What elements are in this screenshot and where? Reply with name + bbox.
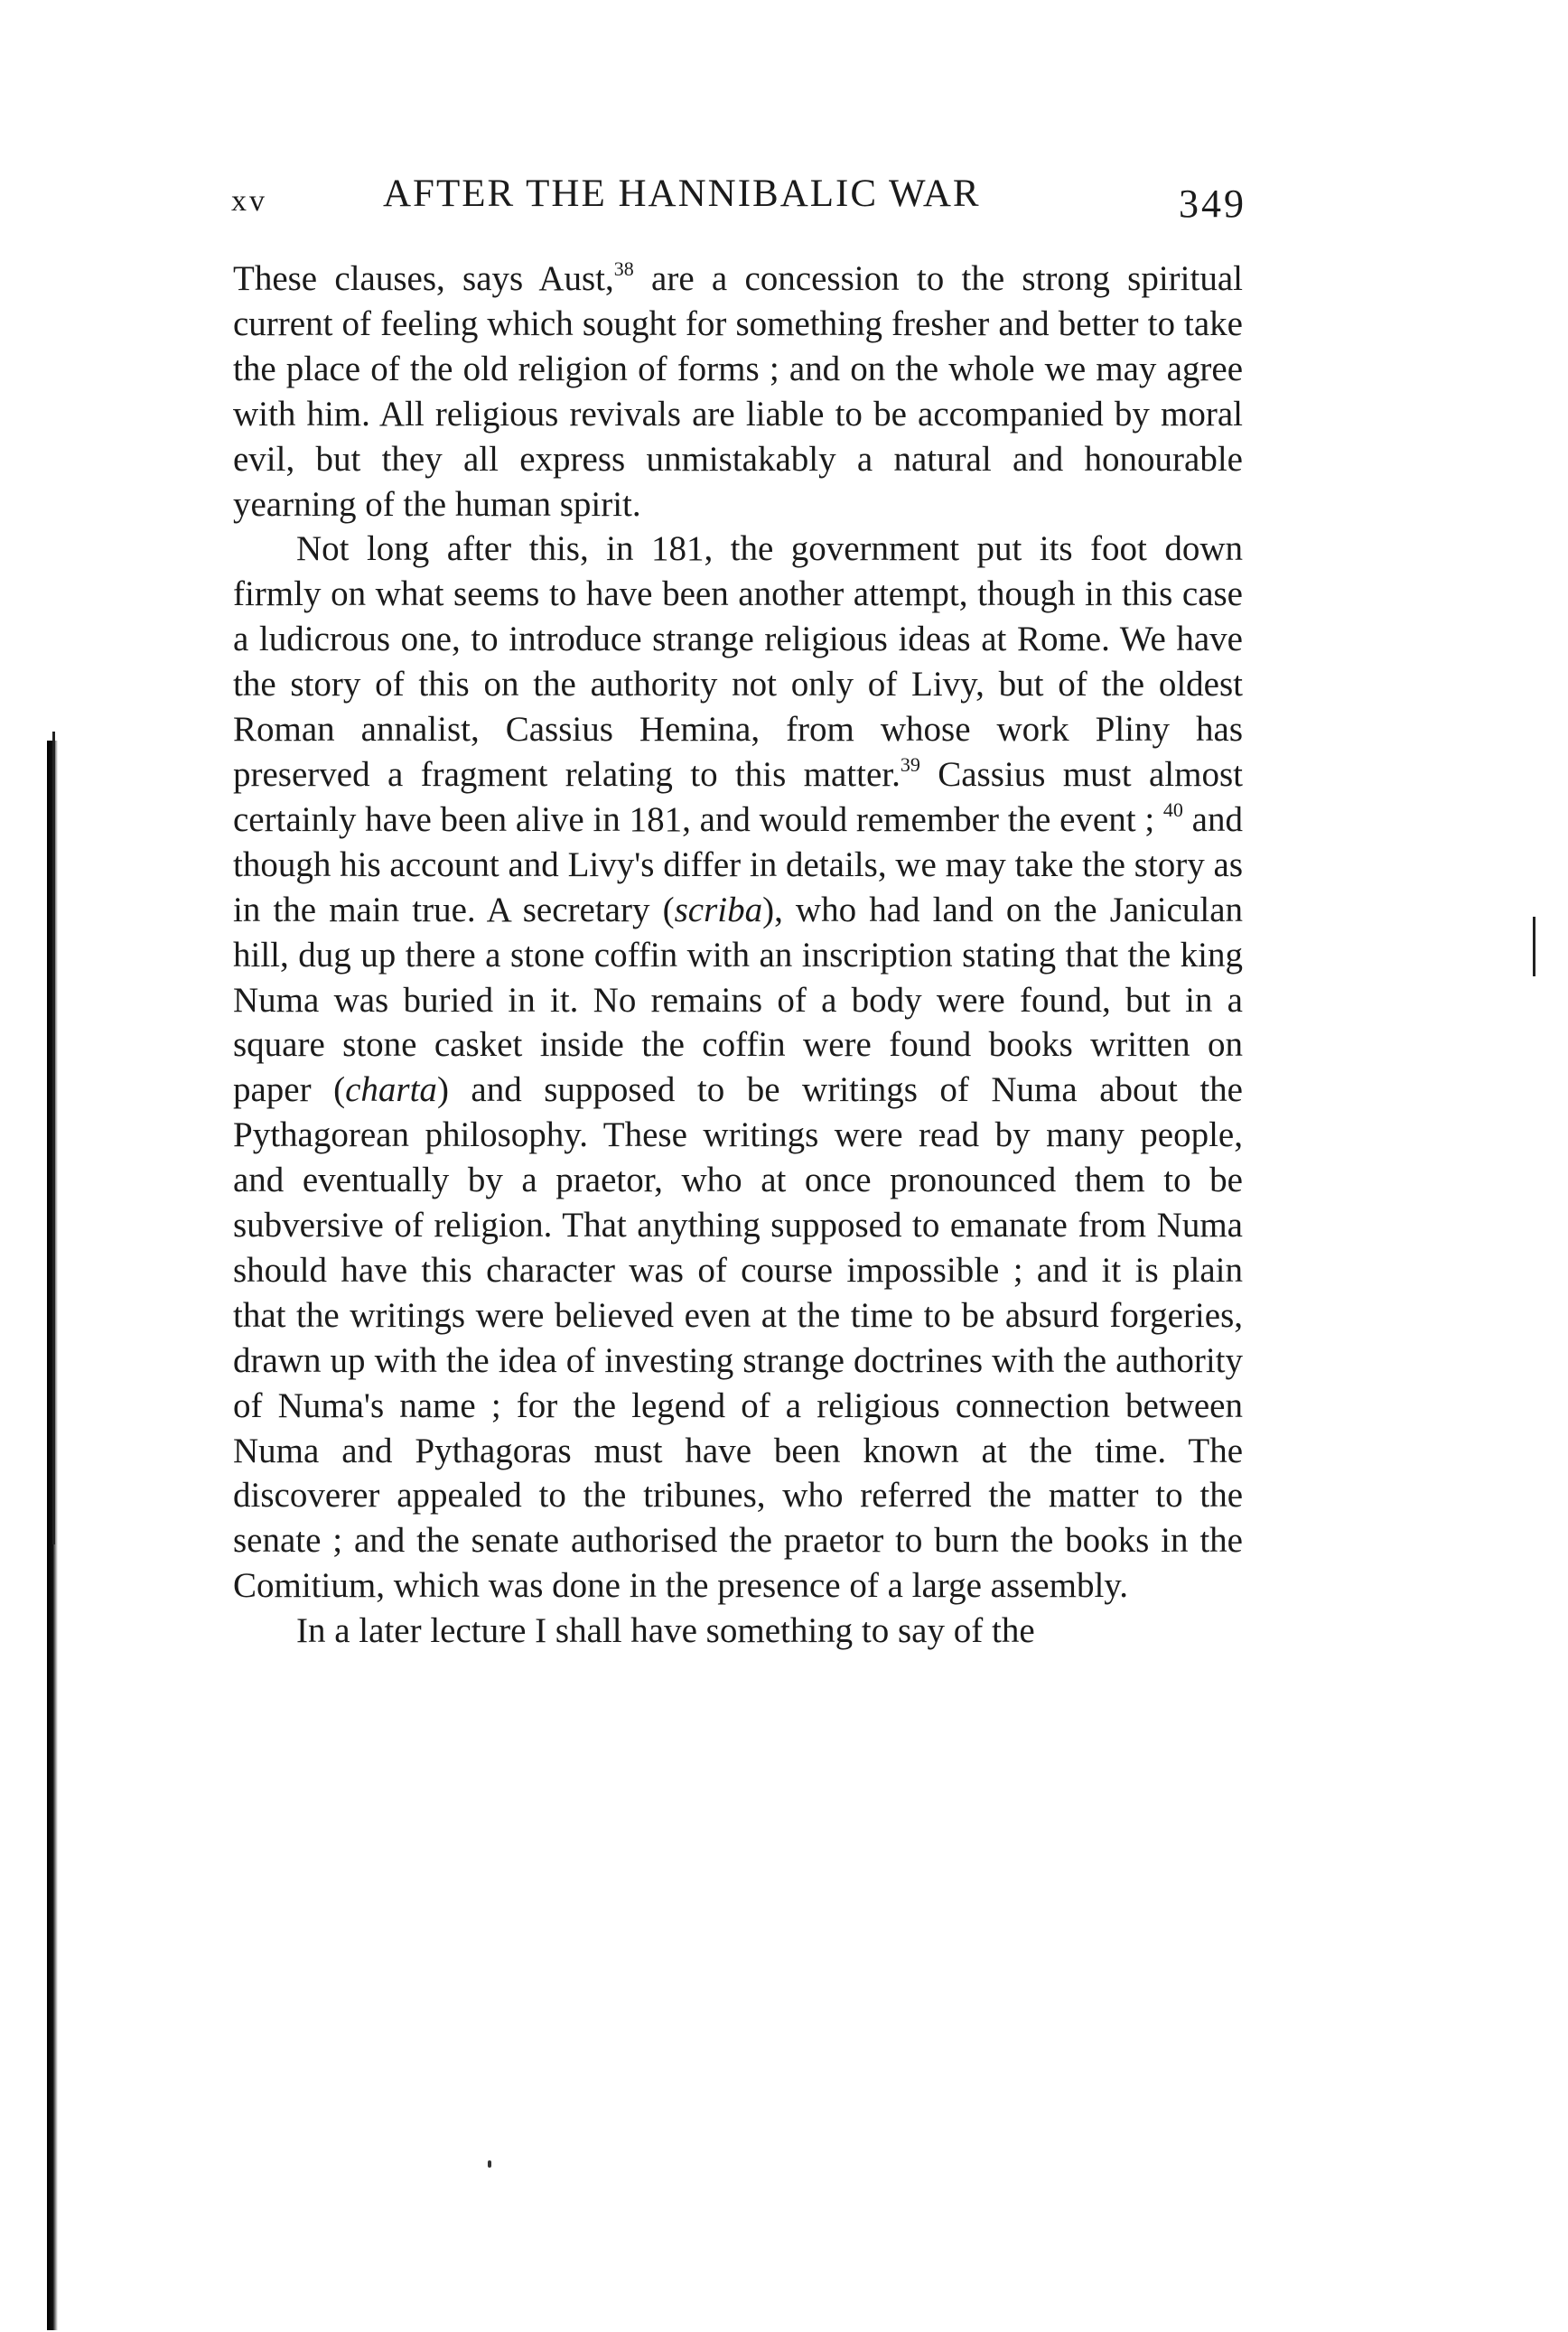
paragraph bbox=[233, 257, 1243, 527]
latin-term: scriba bbox=[674, 890, 763, 929]
text-span: ), who had land on the Janiculan hill, dug up there a stone coffin with an inscription stating that the king Numa was buried in it. No remains of a body were found, but in a square stone casket inside the coffin were found books written on paper ( bbox=[233, 890, 1244, 1110]
page-number: 349 bbox=[1179, 182, 1246, 226]
chapter-number: xv bbox=[231, 184, 267, 218]
footnote-ref: 38 bbox=[613, 257, 634, 280]
footnote-ref: 39 bbox=[900, 752, 920, 776]
text-span: Cassius must almost certainly have been alive in 181, and would remember the event ; bbox=[233, 754, 1243, 839]
text-span: These clauses, says Aust, bbox=[233, 259, 614, 298]
paragraph bbox=[233, 1609, 1243, 1654]
binding-edge-line bbox=[52, 732, 55, 1544]
latin-term: charta bbox=[345, 1070, 437, 1110]
text-span: are a concession to the strong spiritual current of feeling which sought for something fresher and better to take the place of the old religion of forms ; and on the whole we may agree with him. All religious revivals are liable to be accompanied by moral evil, but they all express unmistakably a natural and honourable yearning of the human spirit. bbox=[233, 259, 1243, 524]
scan-speck bbox=[488, 2160, 491, 2168]
text-span: ) and supposed to be writings of Numa about the Pythagorean philosophy. These writings were read by many people, and eventually by a praetor, who at once pronounced them to be subversive of religion. That anything supposed to emanate from Numa should have this character was of course impossible ; and it is plain that the writings were believed even at the time to be absurd forgeries, drawn up with the idea of investing strange doctrines with the authority of Numa's name ; for the legend of a religious connection between Numa and Pythagoras must have been known at the time. The discoverer appealed to the tribunes, who referred the matter to the senate ; and the senate authorised the praetor to burn the books in the Comitium, which was done in the presence of a large assembly. bbox=[233, 1070, 1243, 1606]
text-span: and though his account and Livy's differ in details, we may take the story as in the main true. A secretary ( bbox=[233, 799, 1243, 929]
text-span: Not long after this, in 181, the government put its foot down firmly on what seems to have been another attempt, though in this case a ludicrous one, to introduce strange religious ideas at Rome. We have the story of this on the authority not only of Livy, but of the oldest Roman annalist, Cassius Hemina, from whose work Pliny has preserved a fragment relating to this matter. bbox=[233, 529, 1243, 794]
footnote-ref: 40 bbox=[1162, 798, 1183, 821]
body-text bbox=[233, 257, 1243, 1654]
chapter-title: AFTER THE HANNIBALIC WAR bbox=[383, 173, 981, 215]
scan-mark bbox=[1533, 917, 1535, 976]
paragraph bbox=[233, 527, 1243, 1609]
text-span: In a later lecture I shall have something to say of the bbox=[296, 1611, 1035, 1651]
running-head bbox=[231, 172, 1246, 226]
